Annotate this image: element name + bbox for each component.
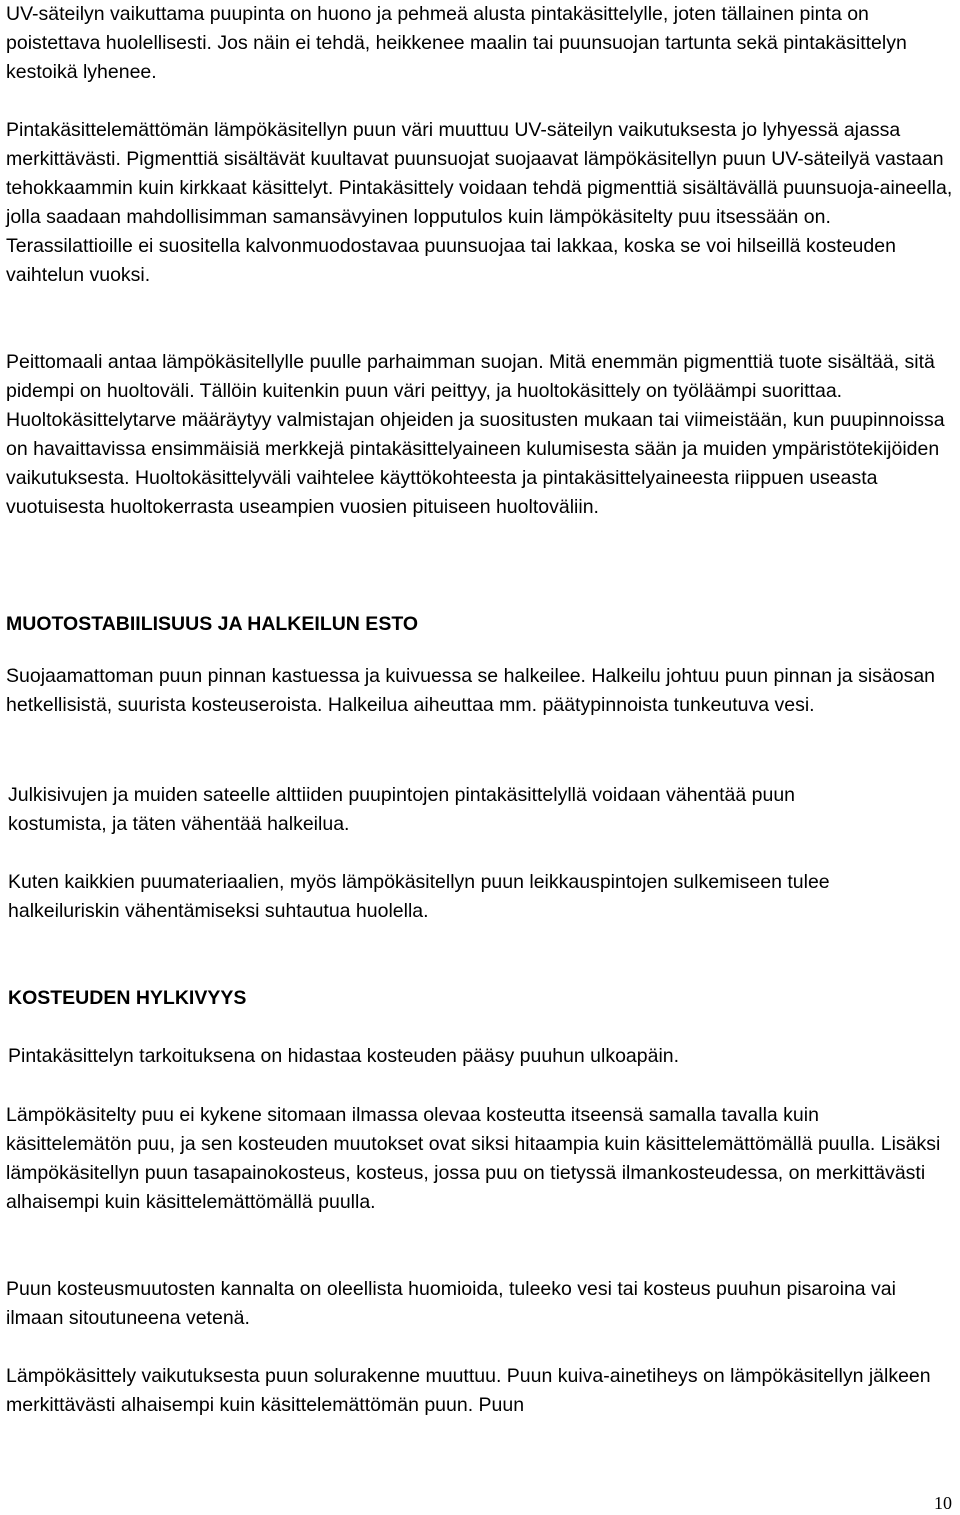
paragraph-moisture-binding: Lämpökäsitelty puu ei kykene sitomaan ilmassa olevaa kosteutta itseensä samalla tavalla kuin käsittelemätön puu, ja sen kosteuden muutokset ovat siksi hitaampia kuin käsittelemättömällä puulla. Lisäksi lämpökäsitellyn puun tasapainokosteus, kosteus, jossa puu on tietyssä ilmankosteudessa, on merkittävästi alhaisempi kuin käsittelemättömällä puulla. <box>6 1104 941 1213</box>
heading-dimensional-stability: MUOTOSTABIILISUUS JA HALKEILUN ESTO <box>6 613 419 635</box>
page-number: 10 <box>934 1493 952 1513</box>
paragraph-opaque-paint: Peittomaali antaa lämpökäsitellylle puulle parhaimman suojan. Mitä enemmän pigmenttiä tuote sisältää, sitä pidempi on huoltoväli. Tällöin kuitenkin puun väri peittyy, ja huoltokäsittely on työläämpi suorittaa. Huoltokäsittelytarve määräytyy valmistajan ohjeiden ja suositusten mukaan tai viimeistään, kun puupinnoissa on havaittavissa ensimmäisiä merkkejä pintakäsittelyaineen kulumisesta sään ja muiden ympäristötekijöiden vaikutuksesta. Huoltokäsittelyväli vaihtelee käyttökohteesta ja pintakäsittelyaineesta riippuen useasta vuotuisesta huoltokerrasta useampien vuosien pituiseen huoltoväliin. <box>6 351 945 518</box>
paragraph-uv-color-change: Pintakäsittelemättömän lämpökäsitellyn puun väri muuttuu UV-säteilyn vaikutuksesta jo lyhyessä ajassa merkittävästi. Pigmenttiä sisältävät kuultavat puunsuojat suojaavat lämpökäsitellyn puun UV-säteilyä vastaan tehokkaammin kuin kirkkaat käsittelyt. Pintakäsittely voidaan tehdä pigmenttiä sisältävällä puunsuoja-aineella, jolla saadaan mahdollisimman samansävyinen lopputulos kuin lämpökäsitelty puu itsessään on. Terassilattioille ei suositella kalvonmuodostavaa puunsuojaa tai lakkaa, koska se voi hilseillä kosteuden vaihtelun vuoksi. <box>6 119 953 286</box>
paragraph-moisture-changes: Puun kosteusmuutosten kannalta on oleellista huomioida, tuleeko vesi tai kosteus puuhun pisaroina vai ilmaan sitoutuneena vetenä. <box>6 1278 896 1329</box>
paragraph-facade-treatment: Julkisivujen ja muiden sateelle alttiiden puupintojen pintakäsittelyllä voidaan vähentää puun kostumista, ja täten vähentää halkeilua. <box>8 784 796 835</box>
paragraph-cut-surfaces: Kuten kaikkien puumateriaalien, myös lämpökäsitellyn puun leikkauspintojen sulkemiseen tulee halkeiluriskin vähentämiseksi suhtautua huolella. <box>8 871 830 922</box>
paragraph-cracking: Suojaamattoman puun pinnan kastuessa ja kuivuessa se halkeilee. Halkeilu johtuu puun pinnan ja sisäosan hetkellisistä, suurista kosteuseroista. Halkeilua aiheuttaa mm. päätypinnoista tunkeutuva vesi. <box>6 665 936 716</box>
paragraph-cell-structure: Lämpökäsittely vaikutuksesta puun solurakenne muuttuu. Puun kuiva-ainetiheys on lämpökäsitellyn jälkeen merkittävästi alhaisempi kuin käsittelemättömän puun. Puun <box>6 1365 931 1416</box>
heading-moisture-repellence: KOSTEUDEN HYLKIVYYS <box>8 987 247 1009</box>
paragraph-treatment-purpose: Pintakäsittelyn tarkoituksena on hidastaa kosteuden pääsy puuhun ulkoapäin. <box>8 1045 680 1067</box>
paragraph-uv-surface: UV-säteilyn vaikuttama puupinta on huono ja pehmeä alusta pintakäsittelylle, joten tällainen pinta on poistettava huolellisesti. Jos näin ei tehdä, heikkenee maalin tai puunsuojan tartunta sekä pintakäsittelyn kestoikä lyhenee. <box>6 3 907 83</box>
